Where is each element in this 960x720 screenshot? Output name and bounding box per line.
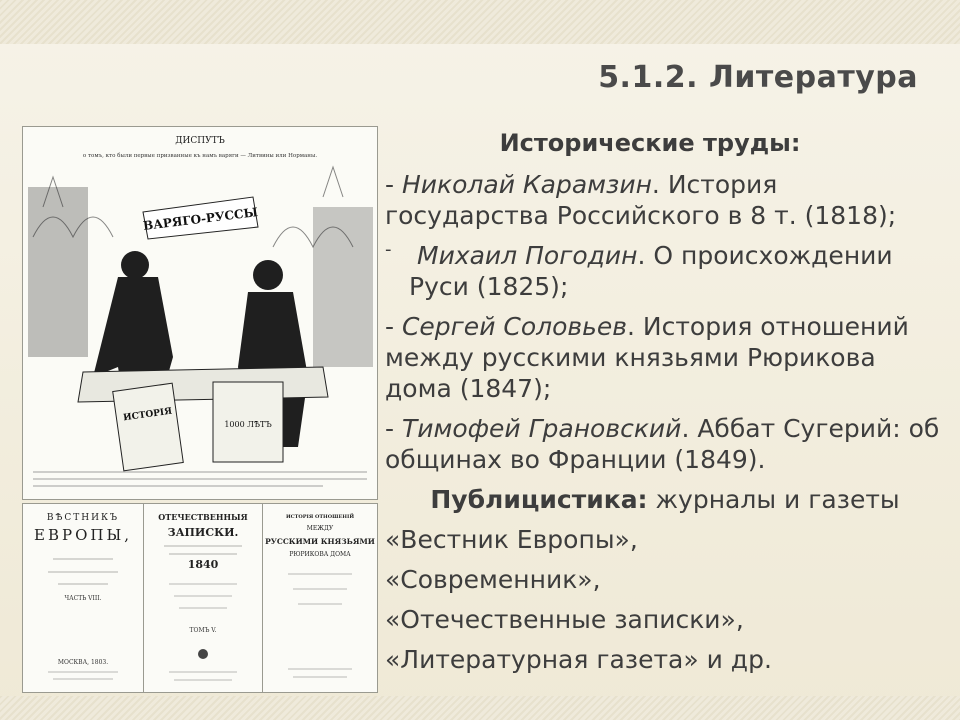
- journal-item: «Литературная газета» и др.: [385, 645, 772, 674]
- entry-bullet: -: [385, 239, 392, 260]
- cover2-line3: 1840: [187, 558, 219, 571]
- publicism-text: журналы и газеты: [647, 485, 900, 514]
- author-pogodin: Михаил Погодин: [417, 241, 638, 270]
- entry-prefix: -: [385, 170, 402, 199]
- entry-granovsky: [385, 413, 945, 475]
- cover2-line4: ТОМЪ V.: [189, 627, 217, 634]
- historical-works-heading: Исторические труды:: [499, 129, 801, 157]
- slide-title: 5.1.2. Литература: [598, 60, 918, 95]
- caricature-header-1: ДИСПУТЪ: [175, 136, 225, 146]
- otechestvennye-zapiski-cover: [143, 503, 263, 693]
- work-granovsky: . Аббат Сугерий: об общинах во Франции (1849).: [385, 414, 940, 474]
- author-granovsky: Тимофей Грановский: [401, 414, 682, 443]
- top-decorative-band: [0, 0, 960, 44]
- main-text-block: [385, 128, 945, 684]
- cover1-line3: ЧАСТЬ VIII.: [64, 595, 102, 602]
- journal-item: «Современник»,: [385, 565, 601, 594]
- author-karamzin: Николай Карамзин: [401, 170, 652, 199]
- entry-karamzin: [385, 169, 945, 231]
- publicism-line: [385, 484, 945, 515]
- cover1-line1: ВѢСТНИКЪ: [46, 513, 120, 523]
- work-karamzin: . История государства Российского в 8 т. (1818);: [385, 170, 897, 230]
- journal-item: «Вестник Европы»,: [385, 525, 638, 554]
- work-pogodin-b: Руси (1825);: [409, 272, 569, 301]
- caricature-book-right: 1000 ЛѢТЪ: [224, 420, 272, 429]
- cover3-line1: ИСТОРІЯ ОТНОШЕНІЙ: [285, 514, 355, 520]
- cover3-line3: РУССКИМИ КНЯЗЬЯМИ: [265, 537, 375, 546]
- istoriya-otnosheniy-cover: [262, 503, 378, 693]
- cover3-line4: РЮРИКОВА ДОМА: [289, 551, 351, 558]
- entry-solovyov: [385, 311, 945, 404]
- author-solovyov: Сергей Соловьев: [401, 312, 627, 341]
- cover3-line2: МЕЖДУ: [306, 525, 334, 532]
- caricature-illustration: [22, 126, 378, 500]
- cover2-line2: ЗАПИСКИ.: [167, 526, 239, 539]
- cover1-line4: МОСКВА, 1803.: [57, 659, 109, 666]
- work-solovyov: . История отношений между русскими князьями Рюрикова дома (1847);: [385, 312, 909, 403]
- bottom-decorative-band: [0, 696, 960, 720]
- entry-pogodin: [385, 240, 945, 302]
- work-pogodin-a: . О происхождении: [637, 241, 893, 270]
- entry-prefix: -: [385, 312, 402, 341]
- caricature-banner-text: ВАРЯГО-РУССЫ: [142, 205, 259, 234]
- caricature-book-left: ИСТОРІЯ: [122, 406, 173, 424]
- cover2-line1: ОТЕЧЕСТВЕННЫЯ: [158, 512, 248, 522]
- journal-item: «Отечественные записки»,: [385, 605, 744, 634]
- caricature-header-2: о томъ, кто были первые призванные къ намъ варяги — Литвины или Норманы.: [82, 153, 318, 159]
- publicism-label: Публицистика:: [430, 485, 648, 514]
- vestnik-evropy-cover: [22, 503, 144, 693]
- entry-prefix: -: [385, 414, 402, 443]
- cover1-line2: ЕВРОПЫ,: [34, 526, 132, 544]
